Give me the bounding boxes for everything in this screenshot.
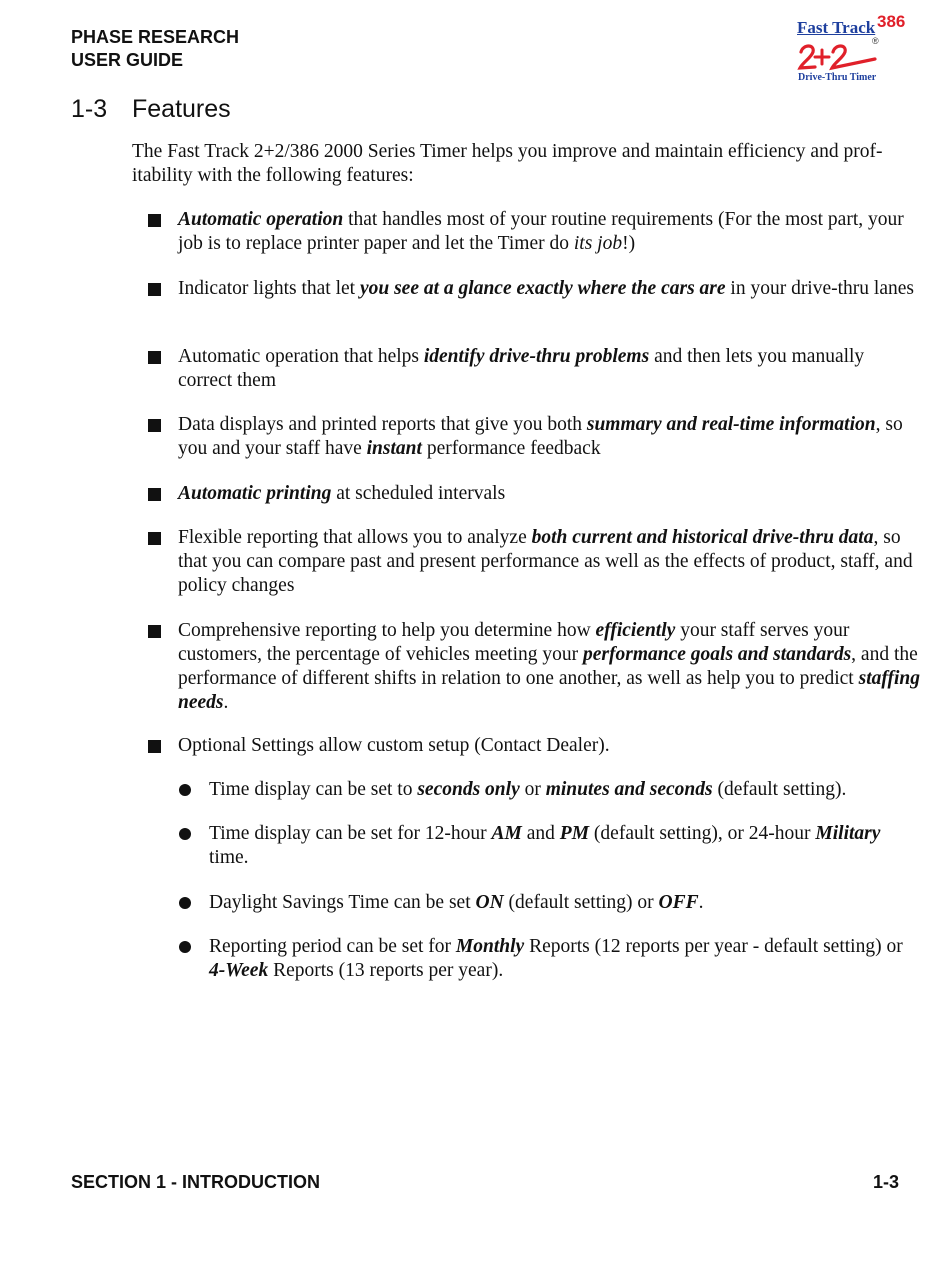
logo-2plus2-mark [795,42,885,74]
text-run: (default setting) or [503,892,659,913]
text-run: , and the performance of different shifts in relation to one another, as well as help you to predict [178,644,918,689]
text-run: Flexible reporting that allows you to analyze [178,527,532,548]
emphasis-text: instant [366,438,422,459]
square-bullet-icon [148,625,161,638]
text-run: Comprehensive reporting to help you determine how [178,620,596,641]
section-title: Features [132,95,231,123]
square-bullet-icon [148,351,161,364]
emphasis-text: you see at a glance exactly where the cars are [359,278,726,299]
feature-list-item [178,345,923,393]
text-run: Reports (13 reports per year). [268,960,504,981]
emphasis-text: Military [815,823,881,844]
emphasis-text: performance goals and standards [583,644,852,665]
text-run: time. [209,847,249,868]
text-run: or [519,779,546,800]
logo-tagline: Drive-Thru Timer [798,72,877,83]
round-bullet-icon [179,897,191,909]
logo-model: 386 [877,12,906,31]
text-run: Reports (12 reports per year - default setting) or [524,936,903,957]
emphasis-text: ON [475,892,504,913]
section-number: 1-3 [71,95,108,123]
square-bullet-icon [148,419,161,432]
square-bullet-icon [148,283,161,296]
text-run: Automatic operation that helps [178,346,424,367]
header-guide: USER GUIDE [71,50,184,70]
document-header [71,26,239,72]
emphasis-text: staffing needs [178,668,921,713]
text-run: !) [622,233,636,254]
feature-list-item [178,413,923,461]
text-run: (default setting). [712,779,847,800]
text-run: . [698,892,704,913]
text-run: Time display can be set for 12-hour [209,823,492,844]
round-bullet-icon [179,784,191,796]
square-bullet-icon [148,740,161,753]
emphasis-text: identify drive-thru problems [423,346,650,367]
emphasis-text: efficiently [595,620,676,641]
footer-section-label: SECTION 1 - INTRODUCTION [71,1172,321,1192]
feature-list-item [178,277,923,301]
emphasis-text: its job [573,233,623,254]
setting-list-item [209,891,923,915]
text-run: at scheduled intervals [331,483,506,504]
text-run: , so that you can compare past and present performance as well as the effects of product, staff, and policy changes [178,527,913,596]
text-run: and then lets you manually correct them [178,346,865,391]
round-bullet-icon [179,941,191,953]
emphasis-text: 4-Week [209,960,269,981]
emphasis-text: both current and historical drive-thru data [531,527,874,548]
text-run: , so you and your staff have [178,414,903,459]
emphasis-text: seconds only [417,779,520,800]
text-run: your staff serves your customers, the percentage of vehicles meeting your [178,620,850,665]
emphasis-text: AM [491,823,522,844]
text-run: (default setting), or 24-hour [589,823,816,844]
setting-list-item [209,778,923,802]
text-run: . [223,692,229,713]
header-company: PHASE RESEARCH [71,27,240,47]
footer-page-number: 1-3 [872,1172,899,1192]
emphasis-text: minutes and seconds [545,779,713,800]
logo-brand: Fast Track [797,18,876,37]
emphasis-text: Automatic operation [178,209,344,230]
setting-list-item [209,935,923,983]
feature-list-item [178,526,923,598]
emphasis-text: PM [559,823,590,844]
text-run: Reporting period can be set for [209,936,456,957]
logo-registered-mark: ® [872,36,879,46]
emphasis-text: OFF [658,892,699,913]
round-bullet-icon [179,828,191,840]
text-run: Indicator lights that let [178,278,360,299]
text-run: Daylight Savings Time can be set [209,892,476,913]
section-heading [71,94,231,124]
fast-track-logo [795,12,915,88]
text-run: in your drive-thru lanes [725,278,914,299]
feature-list-item [178,734,923,758]
text-run: that handles most of your routine requirements (For the most part, your job is to replace printer paper and let the Timer do [178,209,904,254]
text-run: performance feedback [421,438,601,459]
square-bullet-icon [148,488,161,501]
text-run: Time display can be set to [209,779,418,800]
square-bullet-icon [148,532,161,545]
intro-paragraph: The Fast Track 2+2/386 2000 Series Timer helps you improve and maintain efficiency and prof-itability with the following features: [132,141,883,186]
emphasis-text: Automatic printing [178,483,332,504]
feature-list-item [178,619,923,715]
emphasis-text: summary and real-time information [586,414,876,435]
feature-list-item [178,208,923,256]
emphasis-text: Monthly [455,936,525,957]
square-bullet-icon [148,214,161,227]
text-run: Data displays and printed reports that give you both [178,414,587,435]
text-run: and [521,823,560,844]
feature-list-item [178,482,923,506]
setting-list-item [209,822,923,870]
text-run: Optional Settings allow custom setup (Contact Dealer). [178,735,610,756]
